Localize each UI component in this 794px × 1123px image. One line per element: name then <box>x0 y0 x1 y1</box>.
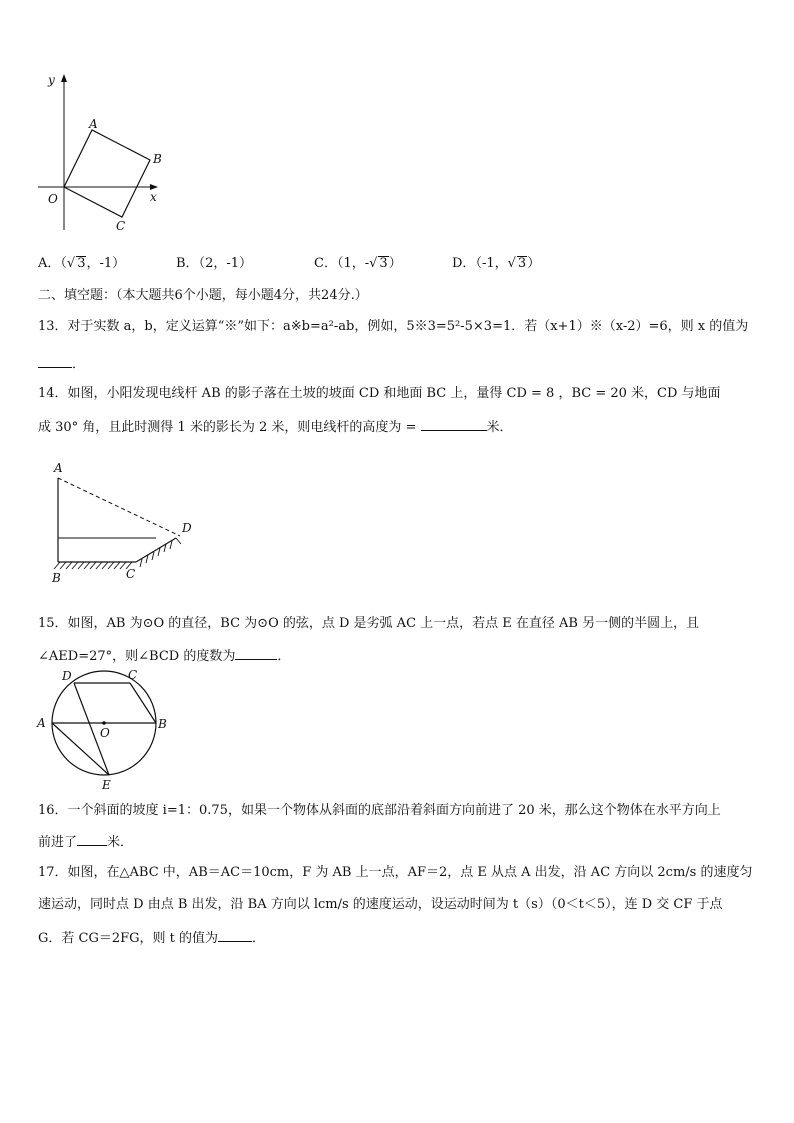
point-b-label: B <box>153 152 162 166</box>
option-c: C．（1，-√ 3） <box>314 256 402 271</box>
y-label: y <box>48 73 55 87</box>
q13-answer-blank[interactable] <box>38 355 72 368</box>
q14-line2 <box>38 418 763 436</box>
q13-line1: 13．对于实数 a，b，定义运算“※”如下：a※b=a²-ab，例如，5※3=5²-5×3=1．若（x+1）※（x-2）=6，则 x 的值为 <box>38 319 749 334</box>
q15-line2 <box>38 647 763 665</box>
option-b-letter: B． <box>176 256 199 271</box>
option-c-suffix: ） <box>388 256 402 271</box>
q17-line3-end: ． <box>252 931 266 946</box>
option-a: A．（√ 3，-1） <box>38 256 126 271</box>
point-o-label: O <box>100 726 110 740</box>
q14-line2-end: 米． <box>486 420 513 435</box>
q15-line2-start: ∠AED=27°，则∠BCD 的度数为 <box>38 649 236 664</box>
option-c-prefix: （1，- <box>336 256 370 271</box>
square-oabc <box>64 130 150 217</box>
x-label: x <box>150 190 157 204</box>
point-c-label: C <box>116 219 126 233</box>
q16-line2-start: 前进了 <box>38 835 78 850</box>
option-d-letter: D． <box>452 256 476 271</box>
point-e-label: E <box>102 778 111 792</box>
option-b <box>176 256 252 272</box>
q13-line2 <box>38 355 763 373</box>
q14-answer-blank[interactable] <box>421 418 487 431</box>
point-a-label: A <box>54 461 63 475</box>
q15-line2-end: ． <box>277 649 291 664</box>
origin-label: O <box>48 192 58 206</box>
point-c-label: C <box>126 567 136 581</box>
q17-line1: 17．如图，在△ABC 中，AB＝AC＝10cm，F 为 AB 上一点，AF＝2，点 E 从点 A 出发，沿 AC 方向以 2cm/s 的速度匀 <box>38 865 753 880</box>
q14-figure <box>48 458 208 588</box>
coordinate-figure <box>34 70 174 240</box>
shadow-ray <box>58 478 180 536</box>
q14-line1: 14．如图，小阳发现电线杆 AB 的影子落在土坡的坡面 CD 和地面 BC 上，量得 CD = 8 ，BC = 20 米，CD 与地面 <box>38 386 721 401</box>
center-point <box>102 721 106 725</box>
q15-line1: 15．如图，AB 为⊙O 的直径，BC 为⊙O 的弦，点 D 是劣弧 AC 上一点，若点 E 在直径 AB 另一侧的半圆上，且 <box>38 616 700 631</box>
point-a-label: A <box>89 117 98 131</box>
point-a-label: A <box>37 716 46 730</box>
q13-line2-end: ． <box>72 357 86 372</box>
option-c-radicand: 3 <box>379 256 388 271</box>
option-b-text: （2，-1） <box>198 256 252 271</box>
q17-answer-blank[interactable] <box>218 929 252 942</box>
q15-answer-blank[interactable] <box>235 647 277 660</box>
option-d-radicand: 3 <box>517 256 527 271</box>
point-c-label: C <box>128 668 138 682</box>
section-heading: 二、填空题：（本大题共6个小题，每小题4分，共24分.） <box>38 288 368 303</box>
option-d-suffix: ） <box>527 256 541 271</box>
option-a-prefix: A．（ <box>38 256 67 271</box>
q17-line3-start: G．若 CG＝2FG，则 t 的值为 <box>38 931 219 946</box>
point-b-label: B <box>52 571 61 585</box>
q16-line1: 16．一个斜面的坡度 i=1：0.75，如果一个物体从斜面的底部沿着斜面方向前进了 20 米，那么这个物体在水平方向上 <box>38 803 721 818</box>
point-b-label: B <box>158 717 167 731</box>
point-d-label: D <box>182 521 192 535</box>
q16-line2 <box>38 833 763 851</box>
q17-line3 <box>38 929 763 947</box>
option-a-suffix: ，-1） <box>86 256 126 271</box>
q16-answer-blank[interactable] <box>77 833 107 846</box>
ground-hatching <box>54 538 181 569</box>
q15-figure <box>34 668 174 798</box>
option-d-prefix: （-1， <box>475 256 508 271</box>
option-a-radicand: 3 <box>77 256 86 271</box>
q17-line2: 速运动，同时点 D 由点 B 出发，沿 BA 方向以 lcm/s 的速度运动，设运动时间为 t（s）（0＜t＜5），连 D 交 CF 于点 <box>38 897 723 912</box>
y-axis-arrow <box>61 74 67 82</box>
q14-line2-start: 成 30° 角，且此时测得 1 米的影长为 2 米，则电线杆的高度为 = <box>38 420 421 435</box>
option-c-letter: C． <box>314 256 337 271</box>
slope-cd <box>136 538 176 562</box>
point-d-label: D <box>62 669 72 683</box>
q16-line2-end: 米． <box>107 835 134 850</box>
option-d: D．（-1，√ 3） <box>452 256 541 271</box>
